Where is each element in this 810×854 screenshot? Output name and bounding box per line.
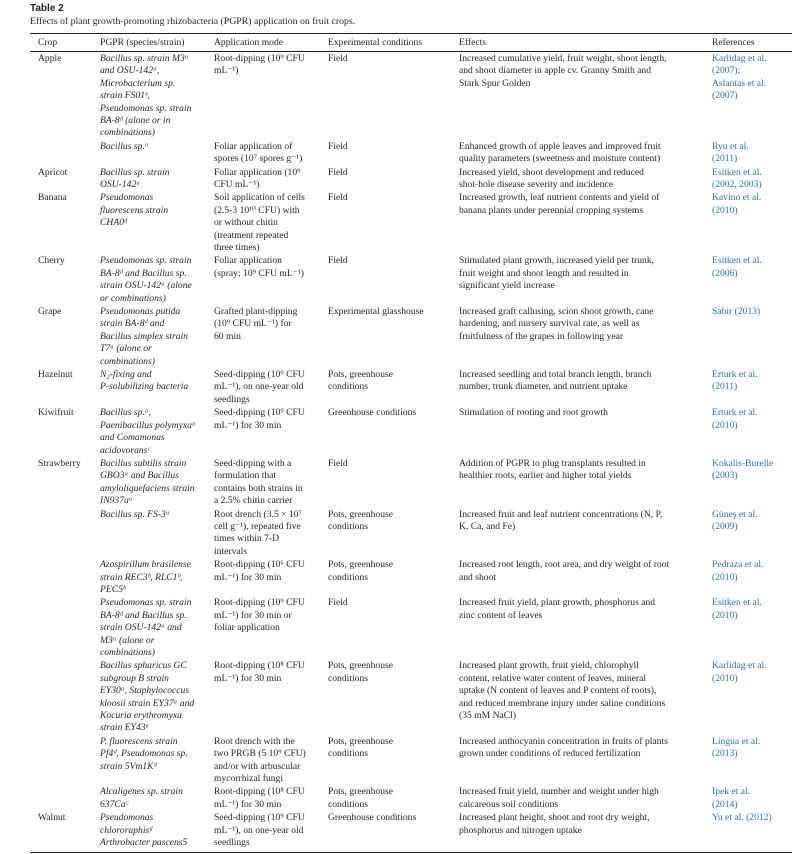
reference-link[interactable]: Esitken et al. (2006) [712, 255, 762, 279]
table-row [30, 306, 792, 369]
reference-link[interactable]: Karlidag et al. (2007); Aslantas et al. (2007) [712, 52, 767, 102]
conditions-cell: Pots, greenhouse conditions [328, 786, 394, 810]
effects-cell: Increased fruit and leaf nutrient concentrations (N, P, K, Ca, and Fe) [459, 508, 663, 532]
conditions-cell: Pots, greenhouse conditions [328, 660, 394, 684]
crop-cell [30, 786, 92, 812]
conditions-cell: Field [328, 457, 348, 469]
effects-cell: Increased anthocyanin concentration in fruits of plants grown under conditions of reduced fertilization [459, 735, 668, 760]
effects-cell: Increased plant growth, fruit yield, chlorophyll content, relative water content of leaves, mineral uptake (N content of leaves and P content of roots), and reduced membrane injury under saline conditions (35 mM NaCl) [459, 660, 666, 722]
application-mode-cell: Root-dipping (10⁹ CFU mL⁻¹) [214, 52, 305, 77]
pgpr-cell: Bacillus sp.ᵃ, Paenibacillus polymyxaᵃ and Comamonas acidovoransᶜ [100, 407, 196, 456]
conditions-cell: Field [328, 166, 348, 178]
crop-cell: Banana [38, 192, 67, 204]
crop-cell: Apricot [38, 166, 68, 178]
reference-link[interactable]: Kavino et al. (2010) [712, 192, 762, 216]
table-title: Effects of plant growth-promoting rhizobacteria (PGPR) application on fruit crops. [30, 16, 356, 27]
application-mode-cell: Seed-dipping (10⁹ CFU mL⁻¹) for 30 min [214, 407, 305, 431]
crop-cell: Strawberry [38, 457, 81, 469]
reference-link[interactable]: Ipek et al. (2014) [712, 786, 751, 810]
crop-cell: Kiwifruit [38, 407, 74, 419]
pgpr-cell: Pseudomonas sp. strain BA-8ᵈ and Bacillus sp. strain OSU-142ᵃ (alone or combinations) [100, 255, 192, 304]
application-mode-cell: Seed-dipping with a formulation that contains both strains in a 2.5% chitin carrier [214, 457, 303, 507]
table-row [30, 457, 792, 508]
reference-link[interactable]: Lingua et al. (2013) [712, 735, 761, 760]
application-mode-cell: Root drench with the two PRGB (5 10⁹ CFU) and/or with arbuscular mycorrhizal fungi [214, 735, 306, 785]
table-row [30, 192, 792, 255]
application-mode-cell: Grafted plant-dipping (10⁹ CFU mL⁻¹) for 60 min [214, 306, 298, 342]
effects-cell: Increased seedling and total branch length, branch number, trunk diameter, and nutrient uptake [459, 369, 652, 393]
application-mode-cell: Soil application of cells (2.5-3 10¹⁰ CFU) with or without chitin (treatment repeated three times) [214, 192, 305, 253]
effects-cell: Increased fruit yield, number and weight under high calcareous soil conditions [459, 786, 659, 810]
header-application-mode: Application mode [206, 34, 320, 52]
crop-cell [30, 508, 92, 559]
table-row [30, 255, 792, 306]
conditions-cell: Pots, greenhouse conditions [328, 559, 394, 583]
pgpr-cell: Pseudomonas chlororaphisᵈ Arthrobacter pascens5 [92, 812, 206, 852]
reference-link[interactable]: Esitken et al. (2002, 2003) [712, 166, 762, 190]
application-mode-cell: Seed-dipping (10⁹ CFU mL⁻¹), on one-year old seedlings [214, 369, 305, 405]
conditions-cell: Greenhouse conditions [328, 407, 417, 419]
effects-cell: Increased plant height, shoot and root dry weight, phosphorus and nitrogen uptake [451, 812, 704, 852]
conditions-cell: Greenhouse conditions [320, 812, 451, 852]
reference-link[interactable]: Kokalis-Burelle (2003) [712, 457, 774, 482]
reference-link[interactable]: Karlidag et al. (2010) [712, 660, 767, 684]
application-mode-cell: Foliar application (10⁹ CFU mL⁻¹) [214, 166, 301, 190]
table-body [30, 52, 792, 852]
reference-link[interactable]: Ryu et al. (2011) [712, 140, 749, 165]
header-pgpr: PGPR (species/strain) [92, 34, 206, 52]
table-row [30, 660, 792, 735]
reference-link[interactable]: Sabir (2013) [712, 306, 761, 318]
conditions-cell: Field [328, 597, 348, 609]
pgpr-cell: Bacillus subtilis strain GBO3ᵃ and Bacillus amyloliquefaciens strain IN937aᵃ [100, 457, 195, 507]
pgpr-cell: N₂-fixing and P-solubilizing bacteria [100, 369, 189, 393]
crop-cell: Apple [38, 52, 62, 64]
table-row [30, 559, 792, 597]
table-caption [30, 3, 355, 28]
header-experimental-conditions: Experimental conditions [320, 34, 451, 52]
crop-cell [30, 597, 92, 660]
crop-cell [30, 660, 92, 735]
pgpr-cell: Pseudomonas putida strain BA-8ᵈ and Bacillus simplex strain T7ᵃ (alone or combinations) [100, 306, 188, 367]
effects-cell: Increased cumulative yield, fruit weight, shoot length, and shoot diameter in apple cv. Granny Smith and Stark Spur Golden [459, 52, 667, 89]
application-mode-cell: Foliar application of spores (10⁷ spores g⁻¹) [214, 140, 303, 165]
crop-cell: Cherry [38, 255, 65, 267]
table-row [30, 786, 792, 812]
application-mode-cell: Root-dipping (10⁸ CFU mL⁻¹) for 30 min [214, 786, 305, 810]
pgpr-cell: Bacillus sp. strain M3ᵃ and OSU-142ᵃ, Microbacterium sp. strain FS01ᵉ, Pseudomonas sp. strain BA-8ᵈ (alone or in combinations) [100, 52, 192, 139]
conditions-cell: Field [328, 52, 348, 64]
pgpr-cell: Azospirillum brasilense strain REC3ᵇ, RLC1ᵇ, PEC5ᵇ [100, 559, 191, 595]
reference-link[interactable]: Erturk et al. (2011) [712, 369, 758, 393]
table-row [30, 52, 792, 140]
application-mode-cell: Root-dipping (10⁹ CFU mL⁻¹) for 30 min or foliar application [214, 597, 305, 634]
reference-link[interactable]: Güneş et al. (2009) [712, 508, 758, 532]
effects-cell: Stimulation of rooting and root growth [459, 407, 608, 419]
application-mode-cell: Foliar application (spray; 10⁹ CFU mL⁻¹) [214, 255, 304, 279]
table-row [30, 597, 792, 660]
effects-cell: Increased root length, root area, and dry weight of root and shoot [459, 559, 670, 583]
pgpr-cell: Pseudomonas fluorescens strain CHA0ᵈ [100, 192, 169, 229]
crop-cell [30, 559, 92, 597]
header-effects: Effects [451, 34, 704, 52]
crop-cell [30, 735, 92, 786]
table-row [30, 140, 792, 166]
application-mode-cell: Seed-dipping (10⁹ CFU mL⁻¹), on one-year old seedlings [206, 812, 320, 852]
pgpr-cell: Bacillus spharicus GC subgroup B strain EY30ᵃ, Staphylococcus kloosii strain EY37ᵃ and Kocuria erythromyxa strain EY43ᵉ [100, 660, 195, 734]
table-row [30, 735, 792, 786]
conditions-cell: Field [328, 140, 348, 152]
conditions-cell: Field [328, 255, 348, 267]
pgpr-cell: Alcaligenes sp. strain 637Caᶜ [100, 786, 183, 810]
pgpr-cell: Bacillus sp. FS-3ᵃ [100, 508, 170, 520]
application-mode-cell: Root drench (3.5 × 10⁷ cell g⁻¹), repeated five times within 7-D intervals [214, 508, 302, 557]
table-label: Table 2 [30, 3, 64, 14]
table-row [30, 508, 792, 559]
pgpr-cell: Pseudomonas sp. strain BA-8ᵈ and Bacillus sp. strain OSU-142ᵃ and M3ᵃ (alone or combinations) [100, 597, 192, 658]
effects-cell: Stimulated plant growth, increased yield per trunk, fruit weight and shoot length and resulted in significant yield increase [459, 255, 655, 292]
header-references: References [704, 34, 792, 52]
crop-cell: Hazelnut [38, 369, 73, 381]
conditions-cell: Pots, greenhouse conditions [328, 508, 394, 532]
reference-link[interactable]: Pedraza et al. (2010) [712, 559, 764, 583]
effects-cell: Increased growth, leaf nutrient contents and yield of banana plants under perennial cropping systems [459, 192, 660, 216]
application-mode-cell: Root-dipping (10⁸ CFU mL⁻¹) for 30 min [214, 660, 305, 684]
crop-cell: Walnut [30, 812, 92, 852]
effects-cell: Increased fruit yield, plant growth, phosphorus and zinc content of leaves [459, 597, 656, 621]
crop-cell: Grape [38, 306, 62, 318]
header-row [30, 34, 792, 52]
reference-link[interactable]: Esitken et al. (2010) [712, 597, 762, 621]
effects-cell: Addition of PGPR to plug transplants resulted in healthier roots, earlier and higher total yields [459, 457, 646, 482]
reference-link[interactable]: Erturk et al. (2010) [712, 407, 758, 431]
effects-cell: Enhanced growth of apple leaves and improved fruit quality parameters (sweetness and moisture content) [459, 140, 661, 165]
conditions-cell: Experimental glasshouse [328, 306, 424, 318]
conditions-cell: Field [328, 192, 348, 204]
table-row [30, 407, 792, 458]
table-row [30, 812, 792, 852]
pgpr-cell: Bacillus sp.ᵃ [100, 140, 149, 152]
effects-cell: Increased yield, shoot development and reduced shot-hole disease severity and incidence [459, 166, 644, 190]
table-row [30, 369, 792, 407]
conditions-cell: Pots, greenhouse conditions [328, 735, 394, 760]
effects-cell: Increased graft callusing, scion shoot growth, cane hardening, and nursery survival rate, as well as fruitfulness of the grapes in following year [459, 306, 654, 342]
table-row [30, 166, 792, 192]
application-mode-cell: Root-dipping (10⁶ CFU mL⁻¹) for 30 min [214, 559, 305, 583]
data-table [30, 33, 792, 853]
crop-cell [30, 140, 92, 166]
pgpr-cell: P. fluorescens strain Pf4ᵈ, Pseudomonas sp. strain 5Vm1Kᵈ [100, 735, 188, 772]
reference-link[interactable]: Yu et al. (2012) [704, 812, 792, 852]
conditions-cell: Pots, greenhouse conditions [328, 369, 394, 393]
header-crop: Crop [30, 34, 92, 52]
pgpr-cell: Bacillus sp. strain OSU-142ᵃ [100, 166, 170, 190]
